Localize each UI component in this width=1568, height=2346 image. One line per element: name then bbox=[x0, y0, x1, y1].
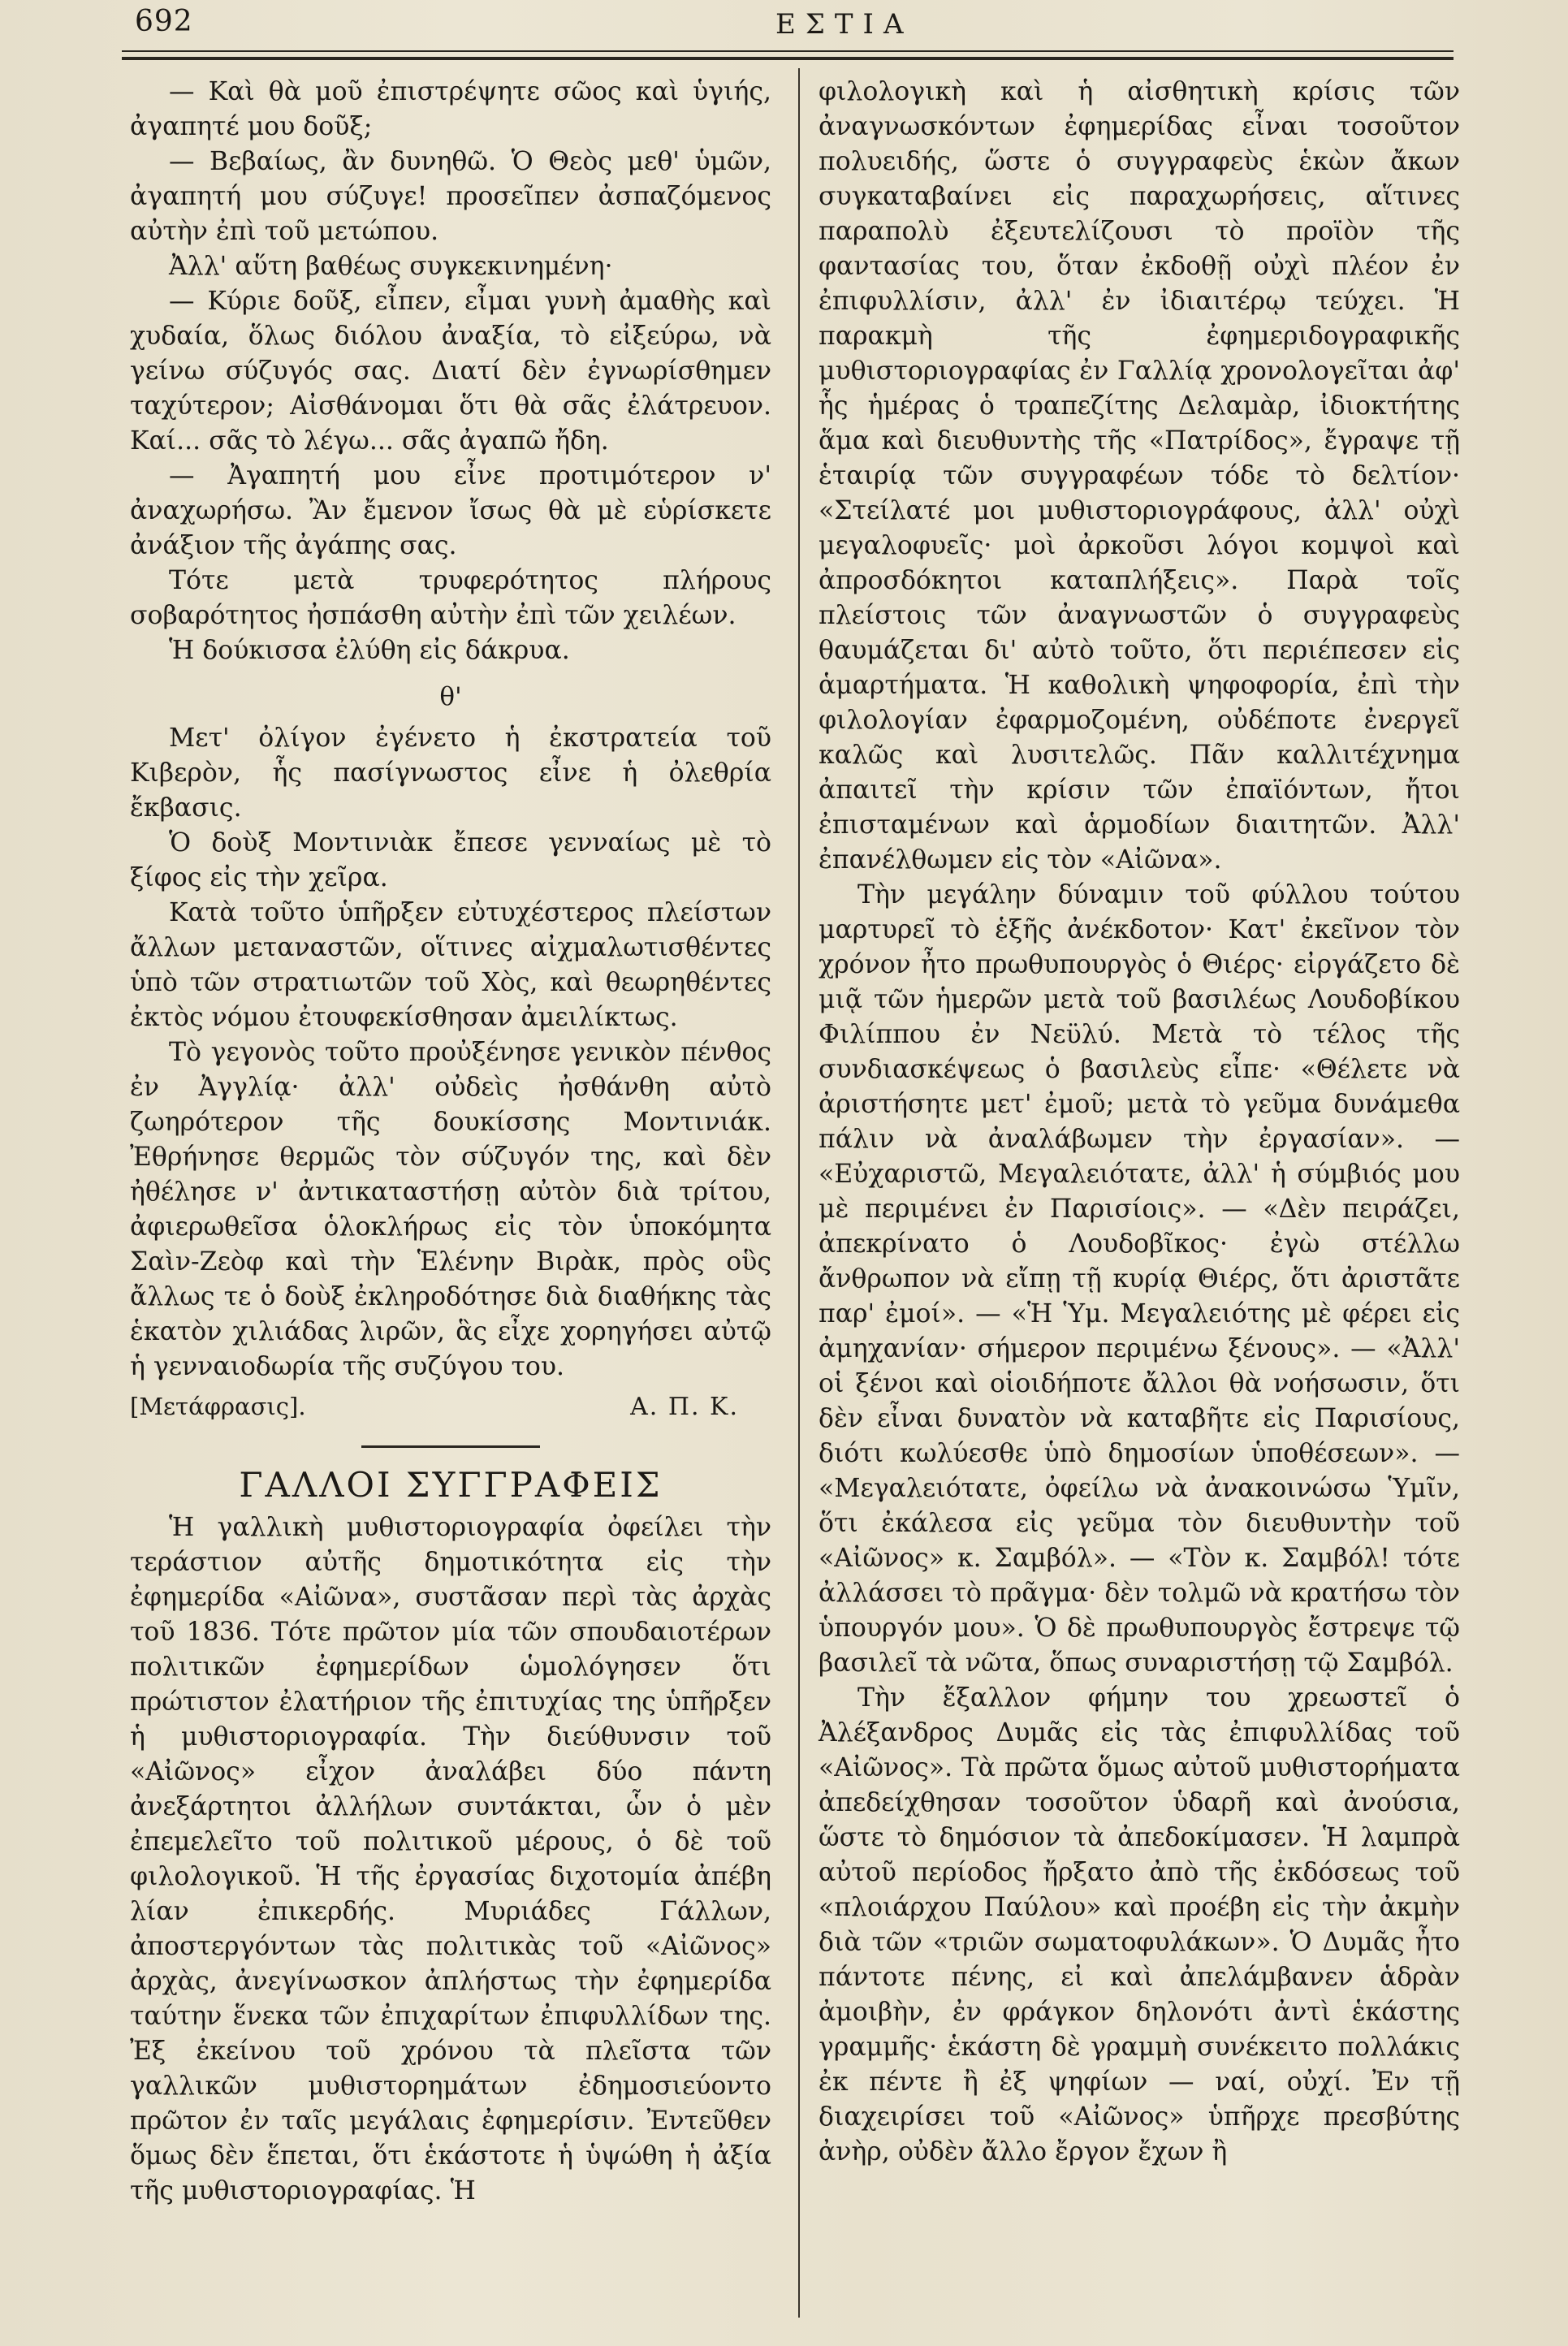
story-paragraph: Ἀλλ' αὕτη βαθέως συγκεκινημένη· bbox=[169, 252, 613, 281]
page-header bbox=[0, 0, 1568, 65]
section-numeral: θ' bbox=[439, 682, 462, 711]
story-paragraph: Τότε μετὰ τρυφερότητος πλήρους σοβαρότητος ἠσπάσθη αὐτὴν ἐπὶ τῶν χειλέων. bbox=[130, 566, 771, 630]
article-divider bbox=[361, 1445, 540, 1448]
header-rule-thin bbox=[122, 50, 1454, 52]
article-paragraph: Τὴν μεγάλην δύναμιν τοῦ φύλλου τούτου μαρτυρεῖ τὸ ἑξῆς ἀνέκδοτον· Κατ' ἐκεῖνον τὸν χρόνον ἦτο πρωθυπουργὸς ὁ Θιέρς· εἰργάζετο δὲ μιᾷ τῶν ἡμερῶν μετὰ τοῦ βασιλέως Λουδοβίκου Φιλίππου ἐν Νεϋλύ. Μετὰ τὸ τέλος τῆς συνδιασκέψεως ὁ βασιλεὺς εἶπε· «Θέλετε νὰ ἀριστήσητε μετ' ἐμοῦ; μετὰ τὸ γεῦμα δυνάμεθα πάλιν νὰ ἀναλάβωμεν τὴν ἐργασίαν». — «Εὐχαριστῶ, Μεγαλειότατε, ἀλλ' ἡ σύμβιός μου μὲ περιμένει ἐν Παρισίοις». — «Δὲν πειράζει, ἀπεκρίνατο ὁ Λουδοβῖκος· ἐγὼ στέλλω ἄνθρωπον νὰ εἴπῃ τῇ κυρίᾳ Θιέρς, ὅτι ἀριστᾶτε παρ' ἐμοί». — «Ἡ Ὑμ. Μεγαλειότης μὲ φέρει εἰς ἀμηχανίαν· σήμερον περιμένω ξένους». — «Ἀλλ' οἱ ξένοι καὶ οἱοιδήποτε ἄλλοι θὰ νοήσωσιν, ὅτι δὲν εἶναι δυνατὸν νὰ καταβῆτε εἰς Παρισίους, διότι κωλύεσθε ὑπὸ δημοσίων ὑποθέσεων». — «Μεγαλειότατε, ὀφείλω νὰ ἀνακοινώσω Ὑμῖν, ὅτι ἐκάλεσα εἰς γεῦμα τὸν διευθυντὴν τοῦ «Αἰῶνος» κ. Σαμβόλ». — «Τὸν κ. Σαμβόλ! τότε ἀλλάσσει τὸ πρᾶγμα· δὲν τολμῶ νὰ κρατήσω τὸν ὑπουργόν μου». Ὁ δὲ πρωθυπουργὸς ἔστρεψε τῷ βασιλεῖ τὰ νῶτα, ὅπως συναριστήσῃ τῷ Σαμβόλ. bbox=[819, 880, 1460, 1678]
story-paragraph: — Κύριε δοῦξ, εἶπεν, εἶμαι γυνὴ ἀμαθὴς καὶ χυδαία, ὅλως διόλου ἀναξία, τὸ εἰξεύρω, νὰ γείνω σύζυγός σας. Διατί δὲν ἐγνωρίσθημεν ταχύτερον; Αἰσθάνομαι ὅτι θὰ σᾶς ἐλάτρευον. Καί... σᾶς τὸ λέγω... σᾶς ἀγαπῶ ἤδη. bbox=[130, 287, 771, 456]
article-paragraph: Ἡ γαλλικὴ μυθιστοριογραφία ὀφείλει τὴν τεράστιον αὐτῆς δημοτικότητα εἰς τὴν ἐφημερίδα «Αἰῶνα», συστᾶσαν περὶ τὰς ἀρχὰς τοῦ 1836. Τότε πρῶτον μία τῶν σπουδαιοτέρων πολιτικῶν ἐφημερίδων ὡμολόγησεν ὅτι πρώτιστον ἐλατήριον τῆς ἐπιτυχίας της ὑπῆρξεν ἡ μυθιστοριογραφία. Τὴν διεύθυνσιν τοῦ «Αἰῶνος» εἶχον ἀναλάβει δύο πάντη ἀνεξάρτητοι ἀλλήλων συντάκται, ὧν ὁ μὲν ἐπεμελεῖτο τοῦ πολιτικοῦ μέρους, ὁ δὲ τοῦ φιλολογικοῦ. Ἡ τῆς ἐργασίας διχοτομία ἀπέβη λίαν ἐπικερδής. Μυριάδες Γάλλων, ἀποστεργόντων τὰς πολιτικὰς τοῦ «Αἰῶνος» ἀρχὰς, ἀνεγίνωσκον ἀπλήστως τὴν ἐφημερίδα ταύτην ἕνεκα τῶν ἐπιχαρίτων ἐπιφυλλίδων της. Ἐξ ἐκείνου τοῦ χρόνου τὰ πλεῖστα τῶν γαλλικῶν μυθιστορημάτων ἐδημοσιεύοντο πρῶτον ἐν ταῖς μεγάλαις ἐφημερίσιν. Ἐντεῦθεν ὅμως δὲν ἕπεται, ὅτι ἑκάστοτε ἡ ὑψώθη ἡ ἀξία τῆς μυθιστοριογραφίας. Ἡ bbox=[130, 1513, 771, 2206]
author-initials: Α. Π. Κ. bbox=[630, 1393, 739, 1421]
section-paragraph: Μετ' ὀλίγον ἐγένετο ἡ ἐκστρατεία τοῦ Κιβερὸν, ἧς πασίγνωστος εἶνε ἡ ὀλεθρία ἔκβασις. bbox=[130, 724, 771, 823]
article-title: ΓΑΛΛΟΙ ΣΥΓΓΡΑΦΕΙΣ bbox=[239, 1465, 663, 1505]
article-paragraph-continued: φιλολογικὴ καὶ ἡ αἰσθητικὴ κρίσις τῶν ἀναγνωσκόντων ἐφημερίδας εἶναι τοσοῦτον πολυειδής, ὥστε ὁ συγγραφεὺς ἑκὼν ἄκων συγκαταβαίνει εἰς παραχωρήσεις, αἵτινες παραπολὺ ἐξευτελίζουσι τὸ προϊὸν τῆς φαντασίας του, ὅταν ἐκδοθῇ οὐχὶ πλέον ἐν ἐπιφυλλίσιν, ἀλλ' ἐν ἰδιαιτέρῳ τεύχει. Ἡ παρακμὴ τῆς ἐφημεριδογραφικῆς μυθιστοριογραφίας ἐν Γαλλίᾳ χρονολογεῖται ἀφ' ἧς ἡμέρας ὁ τραπεζίτης Δελαμὰρ, ἰδιοκτήτης ἅμα καὶ διευθυντὴς τῆς «Πατρίδος», ἔγραψε τῇ ἑταιρίᾳ τῶν συγγραφέων τόδε τὸ δελτίον· «Στείλατέ μοι μυθιστοριογράφους, ἀλλ' οὐχὶ μεγαλοφυεῖς· μοὶ ἀρκοῦσι λόγοι κομψοὶ καὶ ἀπροσδόκητοι καταπλήξεις». Παρὰ τοῖς πλείστοις τῶν ἀναγνωστῶν ὁ συγγραφεὺς θαυμάζεται δι' αὐτὸ τοῦτο, ὅτι περιέπεσεν εἰς ἁμαρτήματα. Ἡ καθολικὴ ψηφοφορία, ἐπὶ τὴν φιλολογίαν ἐφαρμοζομένη, οὐδέποτε ἐνεργεῖ καλῶς καὶ λυσιτελῶς. Πᾶν καλλιτέχνημα ἀπαιτεῖ τὴν κρίσιν τῶν ἐπαϊόντων, ἤτοι ἐπισταμένων καὶ ἁρμοδίων διαιτητῶν. Ἀλλ' ἐπανέλθωμεν εἰς τὸν «Αἰῶνα». bbox=[819, 77, 1460, 875]
story-paragraph: Ἡ δούκισσα ἐλύθη εἰς δάκρυα. bbox=[169, 636, 570, 665]
header-rule-thick bbox=[122, 57, 1454, 60]
story-paragraph: — Ἀγαπητή μου εἶνε προτιμότερον ν' ἀναχωρήσω. Ἂν ἔμενον ἴσως θὰ μὲ εὑρίσκετε ἀνάξιον τῆς ἀγάπης σας. bbox=[130, 461, 771, 560]
story-footer bbox=[130, 1389, 771, 1424]
left-column bbox=[130, 75, 771, 2209]
section-paragraph: Τὸ γεγονὸς τοῦτο προὐξένησε γενικὸν πένθος ἐν Ἀγγλίᾳ· ἀλλ' οὐδεὶς ἠσθάνθη αὐτὸ ζωηρότερον τῆς δουκίσσης Μοντινιάκ. Ἐθρήνησε θερμῶς τὸν σύζυγόν της, καὶ δὲν ἠθέλησε ν' ἀντικαταστήσῃ αὐτὸν διὰ τρίτου, ἀφιερωθεῖσα ὁλοκλήρως εἰς τὸν ὑποκόμητα Σαὶν-Ζεὸφ καὶ τὴν Ἑλένην Βιρὰκ, πρὸς οὓς ἄλλως τε ὁ δοὺξ ἐκληροδότησε διὰ διαθήκης τὰς ἑκατὸν χιλιάδας λιρῶν, ἃς εἶχε χορηγήσει αὐτῷ ἡ γενναιοδωρία τῆς συζύγου του. bbox=[130, 1038, 771, 1381]
story-paragraph: — Βεβαίως, ἂν δυνηθῶ. Ὁ Θεὸς μεθ' ὑμῶν, ἀγαπητή μου σύζυγε! προσεῖπεν ἀσπαζόμενος αὐτὴν ἐπὶ τοῦ μετώπου. bbox=[130, 147, 771, 246]
story-paragraph: — Καὶ θὰ μοῦ ἐπιστρέψητε σῶος καὶ ὑγιής, ἀγαπητέ μου δοῦξ; bbox=[130, 77, 771, 141]
section-paragraph: Ὁ δοὺξ Μοντινιὰκ ἔπεσε γενναίως μὲ τὸ ξίφος εἰς τὴν χεῖρα. bbox=[130, 828, 771, 892]
running-head: ΕΣΤΙΑ bbox=[775, 8, 914, 41]
article-paragraph: Τὴν ἔξαλλον φήμην του χρεωστεῖ ὁ Ἀλέξανδρος Δυμᾶς εἰς τὰς ἐπιφυλλίδας τοῦ «Αἰῶνος». Τὰ πρῶτα ὅμως αὐτοῦ μυθιστορήματα ἀπεδείχθησαν τοσοῦτον ὑδαρῆ καὶ ἀνούσια, ὥστε τὸ δημόσιον τὰ ἀπεδοκίμασεν. Ἡ λαμπρὰ αὐτοῦ περίοδος ἤρξατο ἀπὸ τῆς ἐκδόσεως τοῦ «πλοιάρχου Παύλου» καὶ προέβη εἰς τὴν ἀκμὴν διὰ τῶν «τριῶν σωματοφυλάκων». Ὁ Δυμᾶς ἦτο πάντοτε πένης, εἰ καὶ ἀπελάμβανεν ἁδρὰν ἀμοιβὴν, ἐν φράγκον δηλονότι ἀντὶ ἑκάστης γραμμῆς· ἑκάστη δὲ γραμμὴ συνέκειτο πολλάκις ἐκ πέντε ἢ ἐξ ψηφίων — ναί, οὐχί. Ἐν τῇ διαχειρίσει τοῦ «Αἰῶνος» ὑπῆρχε πρεσβύτης ἀνὴρ, οὐδὲν ἄλλο ἔργον ἔχων ἢ bbox=[819, 1683, 1460, 2167]
section-paragraph: Κατὰ τοῦτο ὑπῆρξεν εὐτυχέστερος πλείστων ἄλλων μεταναστῶν, οἵτινες αἰχμαλωτισθέντες ὑπὸ τῶν στρατιωτῶν τοῦ Χὸς, καὶ θεωρηθέντες ἐκτὸς νόμου ἐτουφεκίσθησαν ἀμειλίκτως. bbox=[130, 898, 771, 1032]
page-number: 692 bbox=[135, 5, 193, 38]
column-divider bbox=[798, 68, 800, 2318]
translation-note: [Μετάφρασις]. bbox=[130, 1393, 306, 1420]
right-column bbox=[819, 75, 1460, 2170]
